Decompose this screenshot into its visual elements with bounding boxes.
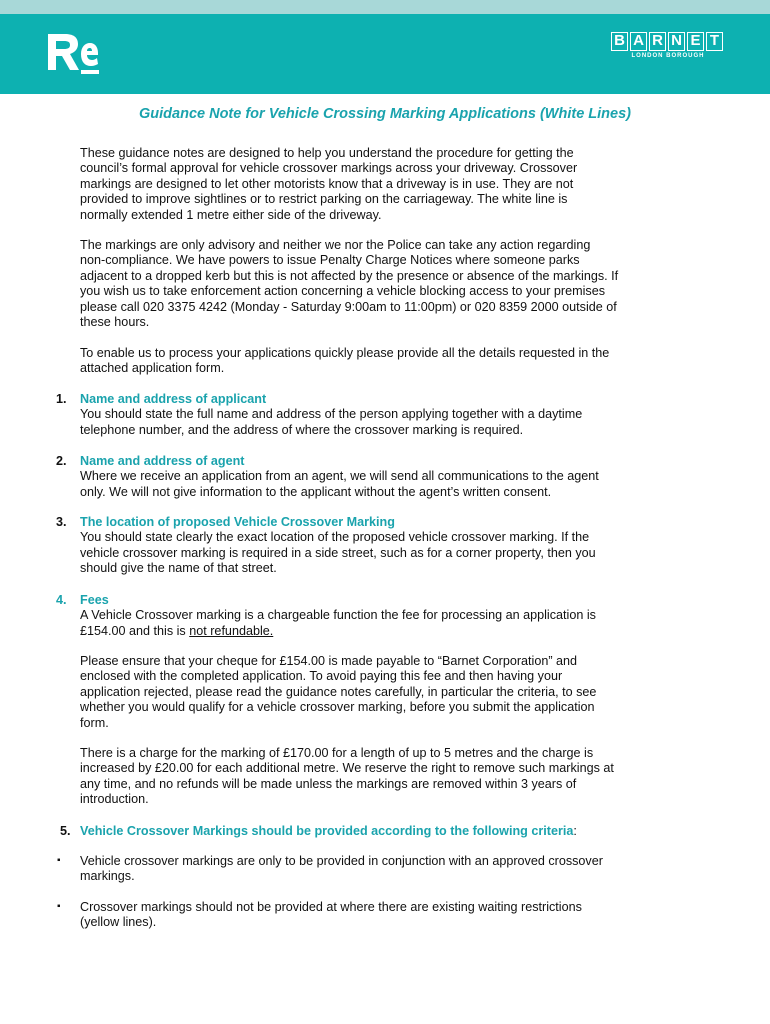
intro-paragraph xyxy=(80,346,690,377)
bullet-item xyxy=(80,900,690,931)
bullet-item xyxy=(80,854,690,885)
section-paragraph xyxy=(80,469,690,500)
text-line: increased by £20.00 for each additional metre. We reserve the right to remove such markings at xyxy=(80,761,614,776)
heading-colon: : xyxy=(573,824,577,838)
section-number: 2. xyxy=(56,454,67,468)
intro-paragraph xyxy=(80,146,690,223)
text-line: Vehicle crossover markings are only to be provided in conjunction with an approved crossover xyxy=(80,854,603,868)
section-heading-text: The location of proposed Vehicle Crossover Marking xyxy=(80,515,395,529)
text-line: markings. xyxy=(80,869,135,884)
section-number: 4. xyxy=(56,593,67,607)
fee-amount-text: £154.00 and this is xyxy=(80,623,190,638)
barnet-letter: E xyxy=(687,32,704,51)
text-line: (yellow lines). xyxy=(80,915,157,930)
text-line: Please ensure that your cheque for £154.00 is made payable to “Barnet Corporation” and xyxy=(80,654,578,668)
text-line: application rejected, please read the guidance notes carefully, in particular the criteria, to see xyxy=(80,684,597,699)
text-line: attached application form. xyxy=(80,361,225,376)
text-line: There is a charge for the marking of £170.00 for a length of up to 5 metres and the charge is xyxy=(80,746,594,760)
text-line: telephone number, and the address of where the crossover marking is required. xyxy=(80,422,524,437)
barnet-letter: T xyxy=(706,32,723,51)
section-heading xyxy=(80,824,577,838)
text-line: should give the name of that street. xyxy=(80,561,277,576)
section-heading-text: Name and address of applicant xyxy=(80,392,267,406)
bullet-marker: ▪ xyxy=(57,855,61,866)
section-number: 1. xyxy=(56,392,67,406)
fee-line xyxy=(80,624,690,639)
text-line: you wish us to take enforcement action concerning a vehicle blocking access to your premises xyxy=(80,284,606,299)
text-line: any time, and no refunds will be made unless the markings are removed within 3 years of xyxy=(80,776,577,791)
text-line: adjacent to a dropped kerb but this is not affected by the presence or absence of the markings. If xyxy=(80,268,619,283)
text-line: only. We will not give information to the applicant without the agent’s written consent. xyxy=(80,484,552,499)
text-line: council’s formal approval for vehicle crossover markings across your driveway. Crossover xyxy=(80,161,578,176)
text-line: non-compliance. We have powers to issue Penalty Charge Notices where someone parks xyxy=(80,253,580,268)
text-line: provided to improve sightlines or to restrict parking on the carriageway. The white line is xyxy=(80,192,568,207)
text-line: markings are designed to let other motorists know that a driveway is in use. They are not xyxy=(80,176,574,191)
text-line: You should state clearly the exact location of the proposed vehicle crossover marking. If the xyxy=(80,530,590,545)
section-heading xyxy=(80,392,266,406)
barnet-letter: R xyxy=(649,32,666,51)
intro-paragraph xyxy=(80,238,690,330)
fees-paragraph xyxy=(80,746,690,808)
text-line: A Vehicle Crossover marking is a chargeable function the fee for processing an application is xyxy=(80,608,596,623)
top-color-strip xyxy=(0,0,770,14)
text-line: To enable us to process your applications quickly please provide all the details requested in the xyxy=(80,346,610,360)
barnet-letter: B xyxy=(611,32,628,51)
text-line: normally extended 1 metre either side of the driveway. xyxy=(80,207,382,222)
section-heading xyxy=(80,515,395,529)
text-line: You should state the full name and address of the person applying together with a daytime xyxy=(80,407,583,422)
text-line: introduction. xyxy=(80,792,149,807)
section-number: 3. xyxy=(56,515,67,529)
text-line: please call 020 3375 4242 (Monday - Saturday 9:00am to 11:00pm) or 020 8359 2000 outside of xyxy=(80,299,617,314)
not-refundable-text: not refundable. xyxy=(189,623,274,638)
section-heading xyxy=(80,454,244,468)
text-line: enclosed with the completed application. To avoid paying this fee and then having your xyxy=(80,669,563,684)
text-line: these hours. xyxy=(80,315,150,330)
page-title: Guidance Note for Vehicle Crossing Marking Applications (White Lines) xyxy=(139,106,631,122)
text-line: Where we receive an application from an agent, we will send all communications to the agent xyxy=(80,469,599,484)
section-paragraph xyxy=(80,608,690,639)
text-line: These guidance notes are designed to help you understand the procedure for getting the xyxy=(80,146,574,160)
barnet-wordmark xyxy=(611,32,725,51)
barnet-subtitle: LONDON BOROUGH xyxy=(631,53,705,59)
re-logo xyxy=(44,28,100,78)
fees-paragraph xyxy=(80,654,690,731)
text-line: vehicle crossover marking is required in a side street, such as for a corner property, then you xyxy=(80,545,596,560)
text-line: whether you would qualify for a vehicle crossover marking, before you submit the application xyxy=(80,700,595,715)
page-header-banner xyxy=(0,14,770,94)
barnet-letter: N xyxy=(668,32,685,51)
section-heading-text: Vehicle Crossover Markings should be provided according to the following criteria xyxy=(80,824,574,838)
barnet-logo xyxy=(611,32,725,59)
bullet-marker: ▪ xyxy=(57,901,61,912)
section-heading xyxy=(80,593,109,607)
text-line: Crossover markings should not be provided at where there are existing waiting restrictions xyxy=(80,900,582,914)
section-paragraph xyxy=(80,530,690,576)
section-heading-text: Fees xyxy=(80,593,109,607)
section-number: 5. xyxy=(60,824,71,838)
text-line: The markings are only advisory and neither we nor the Police can take any action regarding xyxy=(80,238,591,252)
barnet-letter: A xyxy=(630,32,647,51)
text-line: form. xyxy=(80,715,109,730)
section-heading-text: Name and address of agent xyxy=(80,454,245,468)
section-paragraph xyxy=(80,407,690,438)
